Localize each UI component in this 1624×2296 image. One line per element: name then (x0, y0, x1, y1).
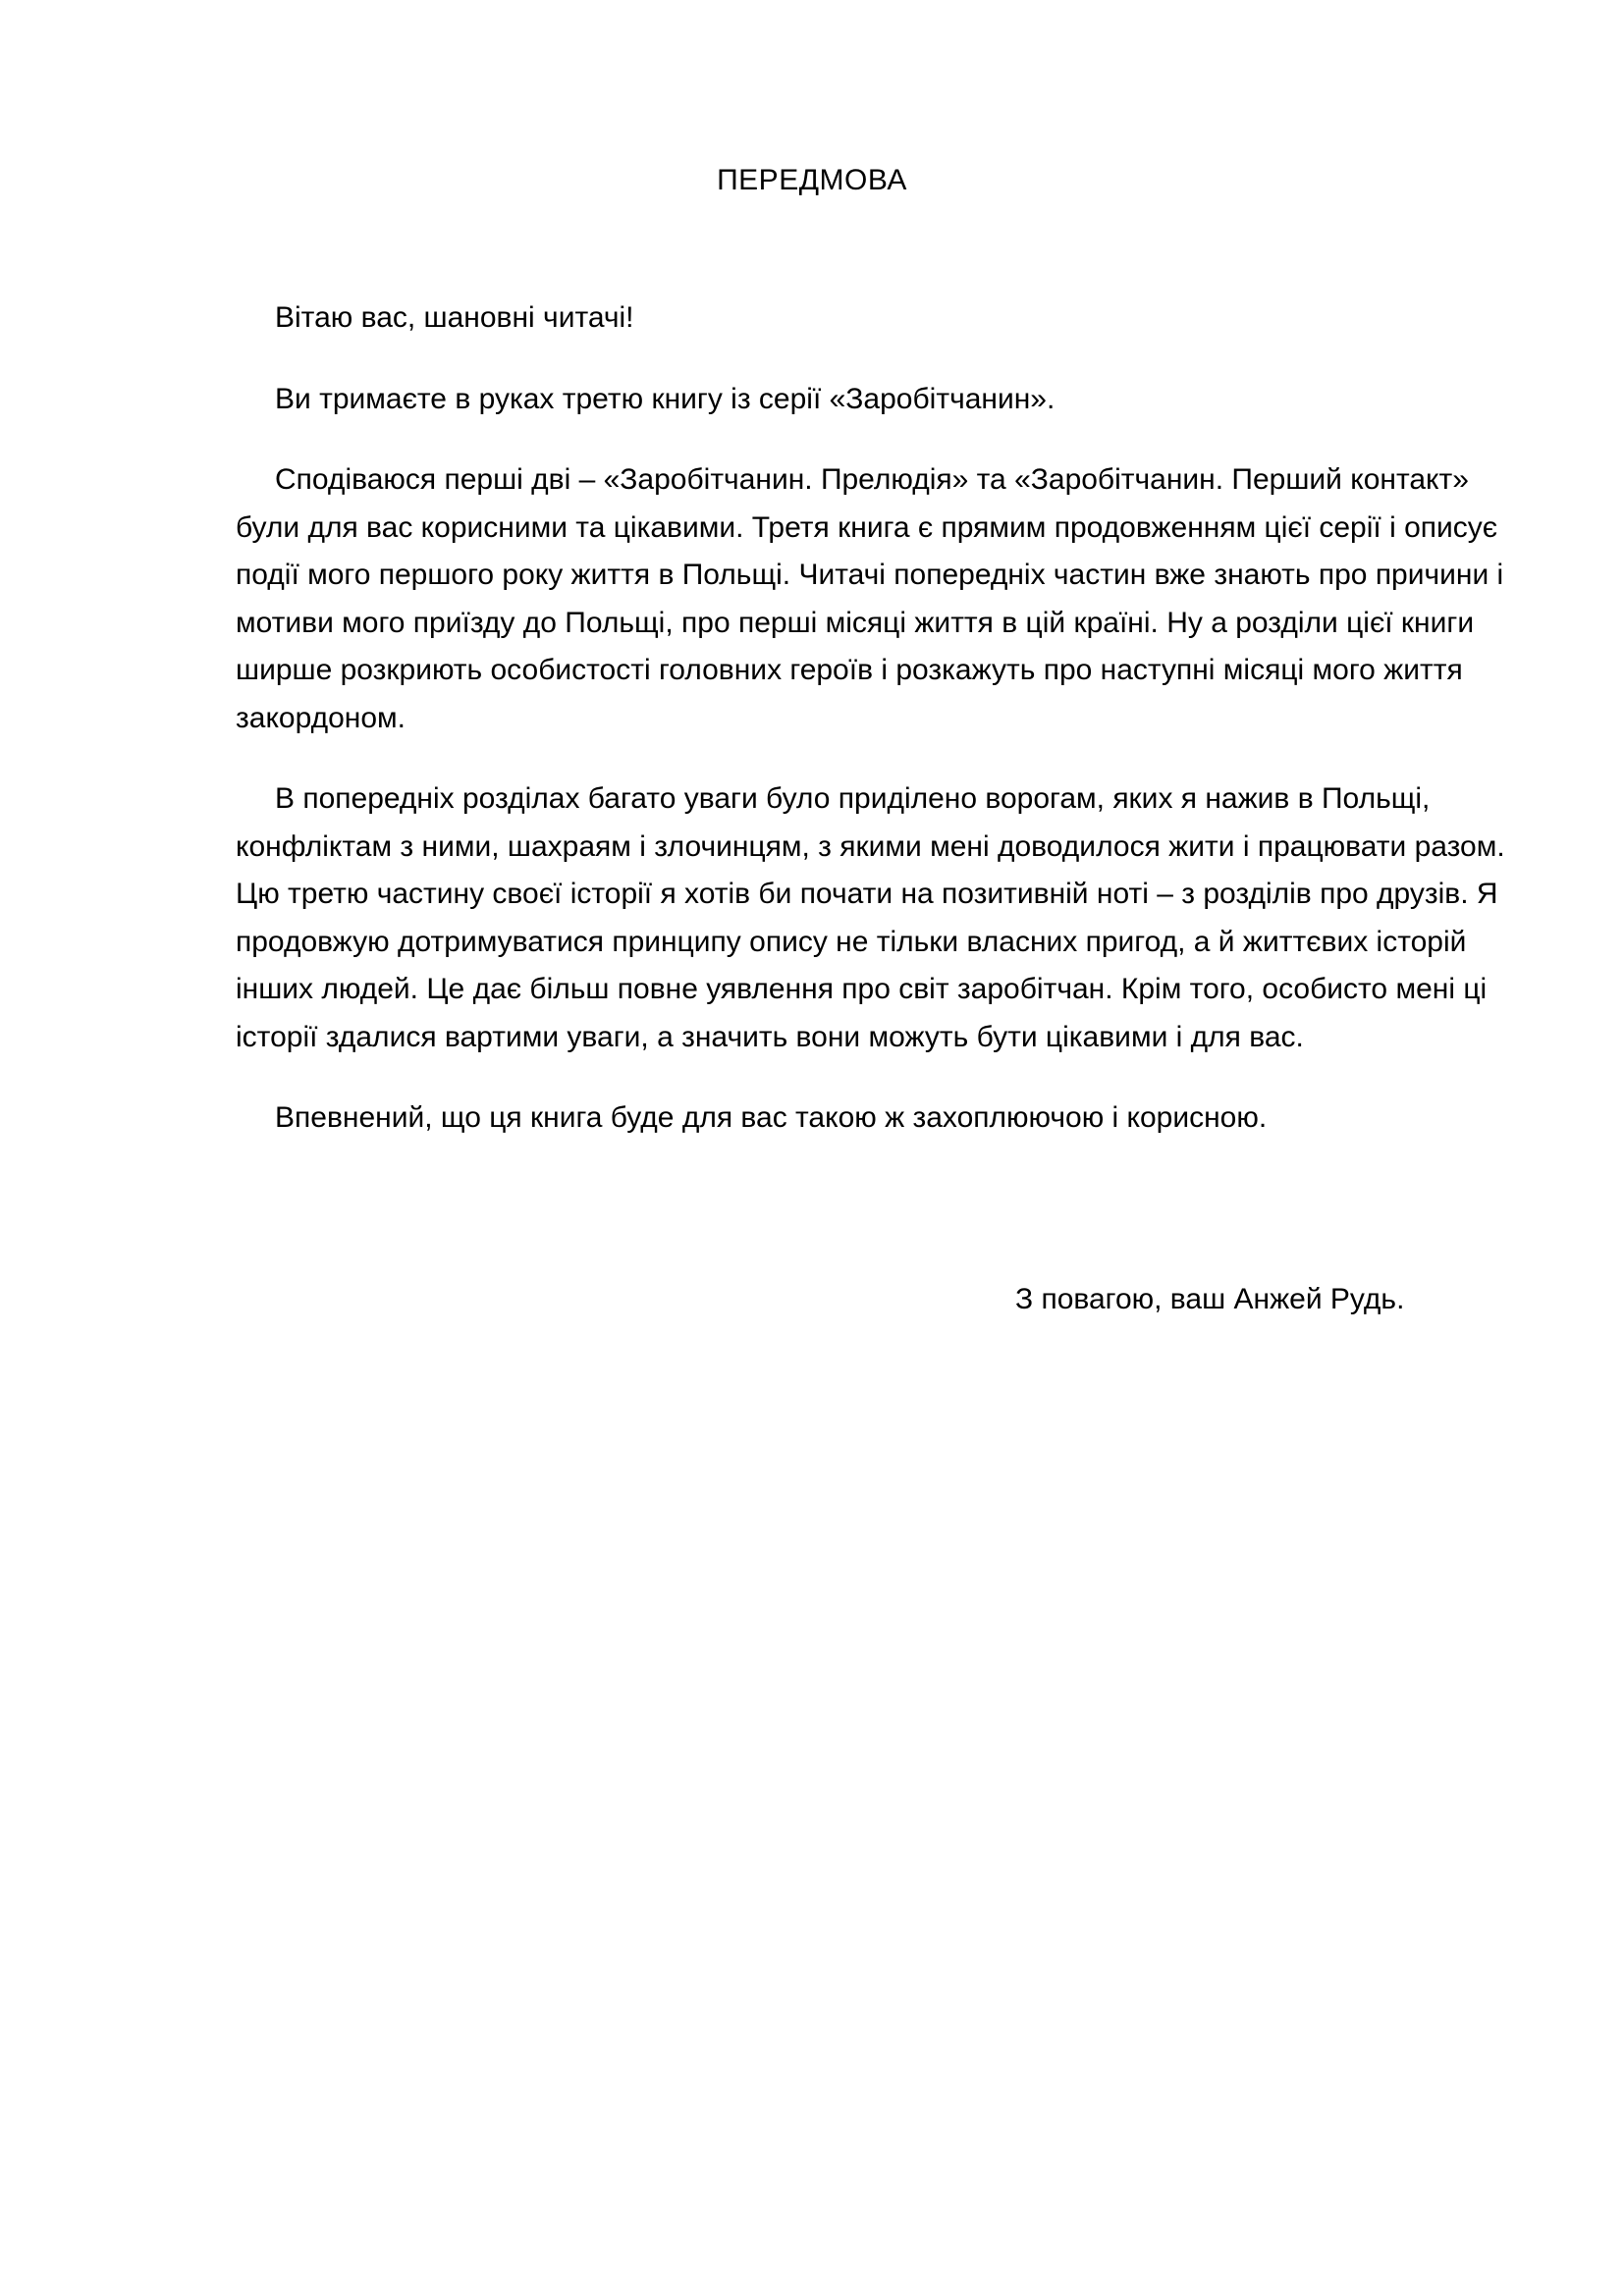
body-text (236, 294, 1522, 1176)
page-title: ПЕРЕДМОВА (717, 164, 907, 196)
paragraph-series: Сподіваюся перші дві – «Заробітчанин. Прелюдія» та «Заробітчанин. Перший контакт» були для вас корисними та цікавими. Третя книга є прямим продовженням цієї серії і описує події мого першого року життя в Польщі. Читачі попередніх частин вже знають про причини і мотиви мого приїзду до Польщі, про перші місяці життя в цій країні. Ну а розділи цієї книги ширше розкриють особистості головних героїв і розкажуть про наступні місяці мого життя закордоном. (236, 463, 1504, 734)
signature: З повагою, ваш Анжей Рудь. (1015, 1283, 1405, 1315)
paragraph-greeting: Вітаю вас, шановні читачі! (275, 301, 634, 334)
paragraph-closing: Впевнений, що ця книга буде для вас такою ж захоплюючою і корисною. (275, 1101, 1268, 1134)
paragraph-intro: Ви тримаєте в руках третю книгу із серії «Заробітчанин». (275, 382, 1056, 415)
paragraph-friends: В попередніх розділах багато уваги було приділено ворогам, яких я нажив в Польщі, конфліктам з ними, шахраям і злочинцям, з якими мені доводилося жити і працювати разом. Цю третю частину своєї історії я хотів би почати на позитивній ноті – з розділів про друзів. Я продовжую дотримуватися принципу опису не тільки власних пригод, а й життєвих історій інших людей. Це дає більш повне уявлення про світ заробітчан. Крім того, особисто мені ці історії здалися вартими уваги, а значить вони можуть бути цікавими і для вас. (236, 782, 1505, 1053)
